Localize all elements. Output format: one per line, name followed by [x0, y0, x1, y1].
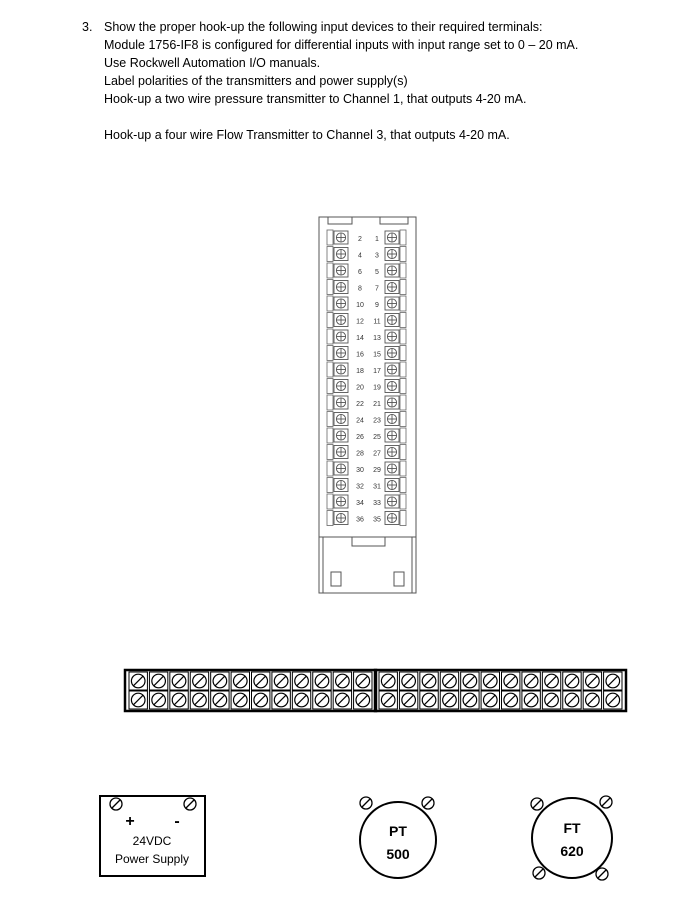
ft-body [532, 798, 612, 878]
module-screw-terminal[interactable] [385, 479, 399, 492]
module-screw-terminal[interactable] [334, 495, 348, 508]
terminal-fin [400, 362, 406, 377]
pt-tag: PT [389, 823, 407, 839]
terminal-number-odd: 9 [375, 302, 379, 309]
terminal-fin [400, 428, 406, 443]
terminal-number-even: 16 [356, 351, 364, 359]
module-terminal-row [327, 329, 406, 344]
terminal-number-odd: 23 [373, 417, 381, 425]
terminal-fin [327, 461, 333, 476]
module-terminal-rows [327, 230, 406, 526]
module-foot-right [394, 572, 404, 586]
module-screw-terminal[interactable] [334, 512, 348, 525]
power-supply-voltage: 24VDC [132, 834, 172, 848]
question-line: Use Rockwell Automation I/O manuals. [104, 56, 321, 70]
pt-terminal-left[interactable] [360, 797, 372, 809]
module-screw-terminal[interactable] [385, 330, 399, 343]
terminal-fin [400, 494, 406, 509]
terminal-fin [327, 362, 333, 377]
question-line: Label polarities of the transmitters and power supply(s) [104, 74, 408, 88]
terminal-number-even: 22 [356, 401, 364, 408]
terminal-fin [400, 263, 406, 278]
terminal-fin [400, 445, 406, 460]
strip-screw-terminal[interactable] [583, 691, 601, 709]
module-screw-terminal[interactable] [385, 446, 399, 459]
terminal-number-odd: 11 [373, 318, 381, 326]
module-screw-terminal[interactable] [334, 264, 348, 277]
module-terminal-row [327, 461, 406, 476]
terminal-number-odd: 29 [373, 467, 381, 474]
module-screw-terminal[interactable] [334, 347, 348, 360]
module-screw-terminal[interactable] [385, 248, 399, 261]
module-screw-terminal[interactable] [334, 281, 348, 294]
strip-screw-terminal[interactable] [522, 672, 540, 690]
strip-screw-terminal[interactable] [379, 672, 397, 690]
terminal-number-even: 24 [356, 417, 364, 425]
pressure-transmitter-pt500 [360, 797, 436, 878]
pt-terminal-right[interactable] [422, 797, 434, 809]
module-terminal-row [327, 494, 406, 509]
strip-screw-terminal[interactable] [440, 691, 458, 709]
terminal-number-even: 6 [358, 269, 362, 276]
strip-screw-terminal[interactable] [333, 672, 351, 690]
terminal-fin [400, 247, 406, 262]
module-screw-terminal[interactable] [334, 429, 348, 442]
module-screw-terminal[interactable] [385, 512, 399, 525]
module-screw-terminal[interactable] [334, 446, 348, 459]
ft-terminal-top-right[interactable] [600, 796, 612, 808]
terminal-number-odd: 19 [373, 384, 381, 392]
terminal-number-even: 36 [356, 516, 364, 524]
module-terminal-row [327, 428, 406, 443]
strip-screw-terminal[interactable] [272, 691, 290, 709]
question-line: Module 1756-IF8 is configured for differential inputs with input range set to 0 – 20 mA. [104, 38, 579, 52]
terminal-fin [327, 511, 333, 526]
strip-screw-terminal[interactable] [333, 691, 351, 709]
module-terminal-row [327, 313, 406, 328]
power-supply [100, 796, 205, 876]
module-terminal-row [327, 280, 406, 295]
question-line: Hook-up a four wire Flow Transmitter to Channel 3, that outputs 4-20 mA. [104, 128, 510, 142]
strip-screw-terminal[interactable] [379, 691, 397, 709]
strip-screw-terminal[interactable] [313, 672, 331, 690]
question-line: Show the proper hook-up the following input devices to their required terminals: [104, 20, 543, 34]
module-latch [352, 537, 385, 546]
module-screw-terminal[interactable] [385, 413, 399, 426]
strip-screw-terminal[interactable] [399, 691, 417, 709]
module-terminal-row [327, 230, 406, 245]
strip-screw-terminal[interactable] [563, 672, 581, 690]
strip-screw-terminal[interactable] [252, 672, 270, 690]
strip-screw-terminal[interactable] [354, 672, 372, 690]
terminal-fin [400, 461, 406, 476]
terminal-number-even: 12 [356, 318, 364, 326]
module-screw-terminal[interactable] [334, 297, 348, 310]
strip-screw-terminal[interactable] [292, 691, 310, 709]
minus-label: - [174, 813, 180, 830]
terminal-fin [327, 395, 333, 410]
terminal-fin [327, 263, 333, 278]
terminal-number-even: 28 [356, 450, 364, 458]
module-screw-terminal[interactable] [385, 347, 399, 360]
terminal-strip-block [125, 670, 376, 711]
terminal-number-even: 14 [356, 335, 364, 342]
terminal-fin [400, 280, 406, 295]
strip-screw-terminal[interactable] [272, 672, 290, 690]
ft-number: 620 [560, 843, 584, 859]
strip-screw-terminal[interactable] [211, 691, 229, 709]
module-screw-terminal[interactable] [385, 231, 399, 244]
module-terminal-row [327, 379, 406, 394]
terminal-number-even: 10 [356, 302, 364, 309]
module-terminal-row [327, 395, 406, 410]
pt-number: 500 [386, 846, 410, 862]
terminal-number-even: 32 [356, 483, 364, 491]
terminal-fin [400, 346, 406, 361]
terminal-fin [400, 412, 406, 427]
strip-screw-terminal[interactable] [420, 691, 438, 709]
module-screw-terminal[interactable] [334, 363, 348, 376]
module-terminal-row [327, 445, 406, 460]
terminal-number-odd: 15 [373, 351, 381, 359]
power-supply-positive-terminal[interactable] [110, 798, 122, 810]
module-screw-terminal[interactable] [334, 413, 348, 426]
strip-screw-terminal[interactable] [149, 672, 167, 690]
terminal-number-odd: 27 [373, 450, 381, 458]
terminal-number-odd: 1 [375, 236, 379, 243]
terminal-fin [400, 379, 406, 394]
module-terminal-row [327, 412, 406, 427]
strip-screw-terminal[interactable] [522, 691, 540, 709]
terminal-number-odd: 33 [373, 500, 381, 507]
module-screw-terminal[interactable] [385, 264, 399, 277]
module-top-notch [328, 217, 352, 224]
strip-screw-terminal[interactable] [604, 672, 622, 690]
question-line: Hook-up a two wire pressure transmitter to Channel 1, that outputs 4-20 mA. [104, 92, 527, 106]
strip-screw-terminal[interactable] [604, 691, 622, 709]
terminal-fin [400, 230, 406, 245]
terminal-number-odd: 7 [375, 285, 379, 293]
strip-screw-terminal[interactable] [170, 691, 188, 709]
strip-screw-terminal[interactable] [129, 672, 147, 690]
terminal-strip [125, 670, 626, 711]
strip-screw-terminal[interactable] [542, 672, 560, 690]
module-terminal-row [327, 296, 406, 311]
module-screw-terminal[interactable] [385, 396, 399, 409]
terminal-fin [400, 329, 406, 344]
power-supply-title: Power Supply [114, 852, 190, 866]
strip-screw-terminal[interactable] [542, 691, 560, 709]
module-screw-terminal[interactable] [334, 380, 348, 393]
terminal-number-odd: 25 [373, 434, 381, 441]
terminal-number-odd: 13 [373, 335, 381, 342]
module-screw-terminal[interactable] [385, 380, 399, 393]
terminal-number-even: 34 [356, 500, 364, 507]
module-foot-left [331, 572, 341, 586]
terminal-number-even: 30 [356, 467, 364, 474]
ft-tag: FT [563, 820, 581, 836]
module-screw-terminal[interactable] [334, 314, 348, 327]
module-terminal-row [327, 263, 406, 278]
module-screw-terminal[interactable] [385, 314, 399, 327]
terminal-number-even: 26 [356, 434, 364, 441]
strip-screw-terminal[interactable] [231, 672, 249, 690]
strip-screw-terminal[interactable] [461, 691, 479, 709]
ft-terminal-bottom-left[interactable] [533, 867, 545, 879]
strip-screw-terminal[interactable] [440, 672, 458, 690]
module-screw-terminal[interactable] [385, 281, 399, 294]
strip-screw-terminal[interactable] [149, 691, 167, 709]
strip-screw-terminal[interactable] [399, 672, 417, 690]
terminal-fin [327, 247, 333, 262]
terminal-fin [400, 511, 406, 526]
ft-terminal-bottom-right[interactable] [596, 868, 608, 880]
io-module-1756-if8 [319, 217, 416, 593]
terminal-fin [400, 395, 406, 410]
terminal-fin [400, 313, 406, 328]
strip-screw-terminal[interactable] [502, 672, 520, 690]
strip-screw-terminal[interactable] [502, 691, 520, 709]
module-terminal-row [327, 247, 406, 262]
question-number: 3. [82, 20, 93, 34]
module-screw-terminal[interactable] [334, 248, 348, 261]
ft-terminal-top-left[interactable] [531, 798, 543, 810]
strip-screw-terminal[interactable] [563, 691, 581, 709]
terminal-fin [327, 428, 333, 443]
power-supply-negative-terminal[interactable] [184, 798, 196, 810]
module-top-notch [380, 217, 408, 224]
strip-screw-terminal[interactable] [190, 672, 208, 690]
module-terminal-row [327, 511, 406, 526]
terminal-fin [327, 346, 333, 361]
strip-screw-terminal[interactable] [231, 691, 249, 709]
terminal-number-even: 2 [358, 236, 362, 243]
strip-screw-terminal[interactable] [190, 691, 208, 709]
terminal-number-odd: 31 [373, 483, 381, 491]
strip-screw-terminal[interactable] [252, 691, 270, 709]
module-screw-terminal[interactable] [385, 363, 399, 376]
strip-screw-terminal[interactable] [481, 691, 499, 709]
module-screw-terminal[interactable] [334, 462, 348, 475]
module-terminal-row [327, 362, 406, 377]
terminal-fin [400, 296, 406, 311]
strip-screw-terminal[interactable] [583, 672, 601, 690]
terminal-fin [327, 230, 333, 245]
terminal-number-even: 18 [356, 368, 364, 375]
terminal-number-odd: 35 [373, 516, 381, 524]
module-terminal-row [327, 478, 406, 493]
pt-body [360, 802, 436, 878]
terminal-strip-block [375, 670, 626, 711]
strip-screw-terminal[interactable] [420, 672, 438, 690]
terminal-fin [327, 329, 333, 344]
flow-transmitter-ft620 [531, 796, 612, 880]
terminal-fin [400, 478, 406, 493]
module-screw-terminal[interactable] [385, 462, 399, 475]
terminal-number-even: 8 [358, 285, 362, 293]
module-terminal-row [327, 346, 406, 361]
terminal-fin [327, 313, 333, 328]
module-screw-terminal[interactable] [385, 495, 399, 508]
module-screw-terminal[interactable] [385, 297, 399, 310]
plus-label: + [125, 813, 135, 830]
strip-screw-terminal[interactable] [313, 691, 331, 709]
terminal-fin [327, 280, 333, 295]
terminal-fin [327, 445, 333, 460]
terminal-fin [327, 379, 333, 394]
module-screw-terminal[interactable] [334, 479, 348, 492]
strip-screw-terminal[interactable] [211, 672, 229, 690]
terminal-fin [327, 478, 333, 493]
strip-screw-terminal[interactable] [481, 672, 499, 690]
module-screw-terminal[interactable] [334, 396, 348, 409]
terminal-number-odd: 3 [375, 252, 379, 260]
terminal-number-odd: 5 [375, 269, 379, 276]
terminal-fin [327, 494, 333, 509]
terminal-number-odd: 17 [373, 368, 381, 375]
strip-screw-terminal[interactable] [170, 672, 188, 690]
strip-screw-terminal[interactable] [129, 691, 147, 709]
module-screw-terminal[interactable] [334, 231, 348, 244]
module-screw-terminal[interactable] [385, 429, 399, 442]
module-screw-terminal[interactable] [334, 330, 348, 343]
terminal-fin [327, 412, 333, 427]
terminal-number-even: 4 [358, 252, 362, 260]
strip-screw-terminal[interactable] [292, 672, 310, 690]
terminal-number-odd: 21 [373, 401, 381, 408]
strip-screw-terminal[interactable] [461, 672, 479, 690]
terminal-fin [327, 296, 333, 311]
terminal-number-even: 20 [356, 384, 364, 392]
strip-screw-terminal[interactable] [354, 691, 372, 709]
